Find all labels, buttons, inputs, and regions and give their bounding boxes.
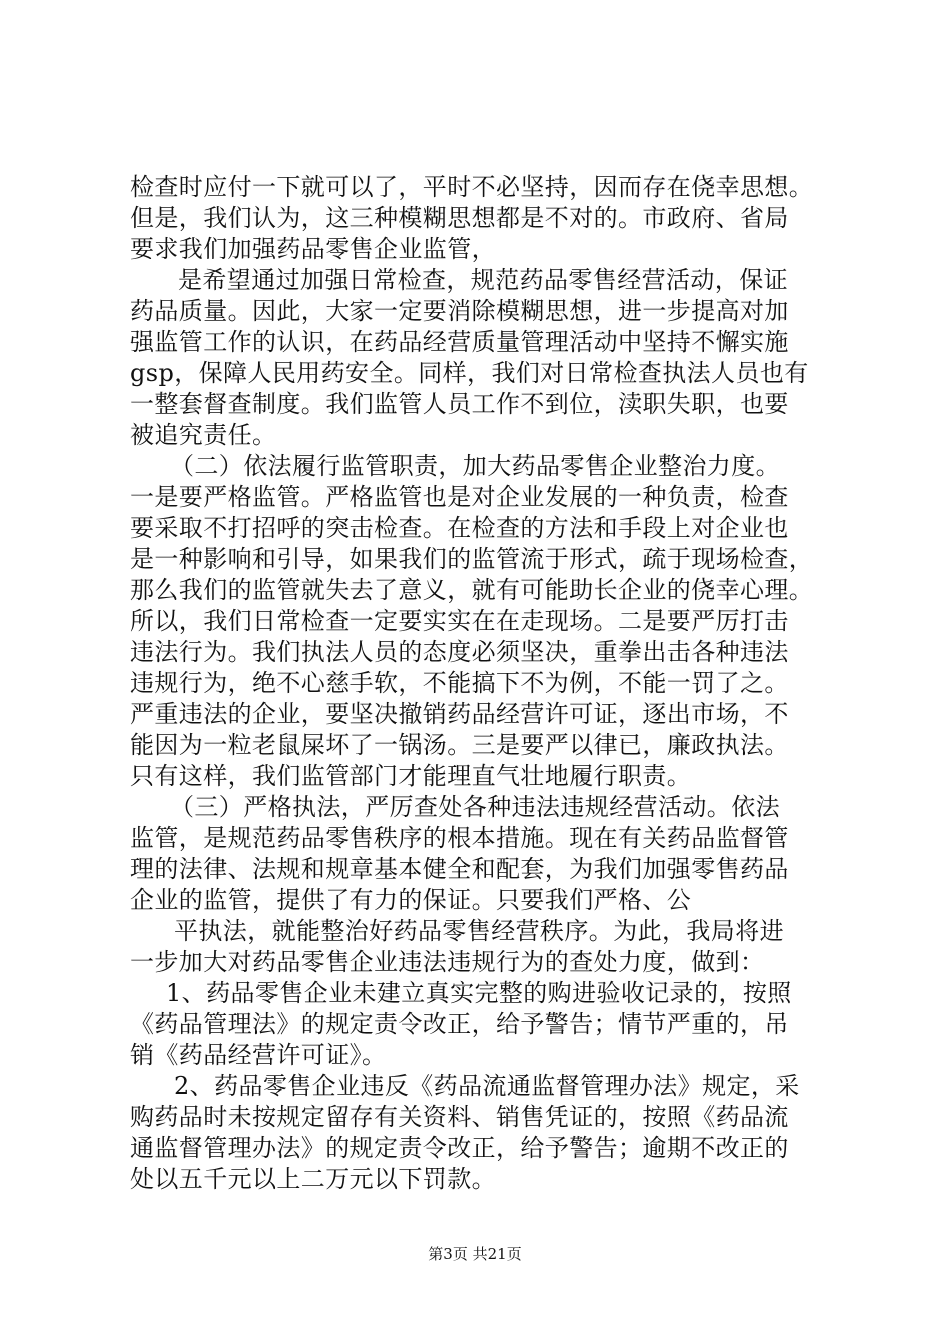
list-item: 2、药品零售企业违反《药品流通监督管理办法》规定，采	[174, 1072, 800, 1100]
text-line: 被追究责任。	[130, 421, 277, 449]
text-line: 监管，是规范药品零售秩序的根本措施。现在有关药品监督管	[130, 824, 789, 852]
text-line: 理的法律、法规和规章基本健全和配套，为我们加强零售药品	[130, 855, 789, 883]
text-line: 那么我们的监管就失去了意义，就有可能助长企业的侥幸心理。	[130, 576, 814, 604]
text-line: 但是，我们认为，这三种模糊思想都是不对的。市政府、省局	[130, 204, 789, 232]
section-heading: （二）依法履行监管职责，加大药品零售企业整治力度。	[170, 452, 780, 480]
list-item: 1、药品零售企业未建立真实完整的购进验收记录的，按照	[166, 979, 792, 1007]
text-line: 能因为一粒老鼠屎坏了一锅汤。三是要严以律已，廉政执法。	[130, 731, 789, 759]
text-line: 平执法，就能整治好药品零售经营秩序。为此，我局将进	[174, 917, 784, 945]
text-line: 处以五千元以上二万元以下罚款。	[130, 1165, 496, 1193]
text-line: 要求我们加强药品零售企业监管，	[130, 235, 496, 263]
text-line: 检查时应付一下就可以了，平时不必坚持，因而存在侥幸思想。	[130, 173, 814, 201]
text-line: 一整套督查制度。我们监管人员工作不到位，渎职失职，也要	[130, 390, 789, 418]
text-line: gsp，保障人民用药安全。同样，我们对日常检查执法人员也有	[130, 359, 809, 387]
text-line: 严重违法的企业，要坚决撤销药品经营许可证，逐出市场，不	[130, 700, 789, 728]
text-line: 一步加大对药品零售企业违法违规行为的查处力度，做到：	[130, 948, 765, 976]
page-footer	[0, 1244, 950, 1264]
text-line: 只有这样，我们监管部门才能理直气壮地履行职责。	[130, 762, 692, 790]
text-line: 是一种影响和引导，如果我们的监管流于形式，疏于现场检查，	[130, 545, 814, 573]
text-line: 一是要严格监管。严格监管也是对企业发展的一种负责，检查	[130, 483, 789, 511]
document-body	[130, 172, 830, 1195]
text-line: 销《药品经营许可证》。	[130, 1041, 387, 1069]
text-line: 购药品时未按规定留存有关资料、销售凭证的，按照《药品流	[130, 1103, 789, 1131]
text-line: 要采取不打招呼的突击检查。在检查的方法和手段上对企业也	[130, 514, 789, 542]
page-number-label: 第3页 共21页	[428, 1245, 522, 1263]
section-heading: （三）严格执法，严厉查处各种违法违规经营活动。依法	[170, 793, 780, 821]
text-line: 企业的监管，提供了有力的保证。只要我们严格、公	[130, 886, 692, 914]
text-line: 是希望通过加强日常检查，规范药品零售经营活动，保证	[178, 266, 788, 294]
text-line: 违法行为。我们执法人员的态度必须坚决，重拳出击各种违法	[130, 638, 789, 666]
text-line: 药品质量。因此，大家一定要消除模糊思想，进一步提高对加	[130, 297, 789, 325]
text-line: 通监督管理办法》的规定责令改正，给予警告；逾期不改正的	[130, 1134, 789, 1162]
text-line: 所以，我们日常检查一定要实实在在走现场。二是要严厉打击	[130, 607, 789, 635]
text-line: 强监管工作的认识，在药品经营质量管理活动中坚持不懈实施	[130, 328, 789, 356]
text-line: 《药品管理法》的规定责令改正，给予警告；情节严重的，吊	[130, 1010, 789, 1038]
text-line: 违规行为，绝不心慈手软，不能搞下不为例，不能一罚了之。	[130, 669, 789, 697]
